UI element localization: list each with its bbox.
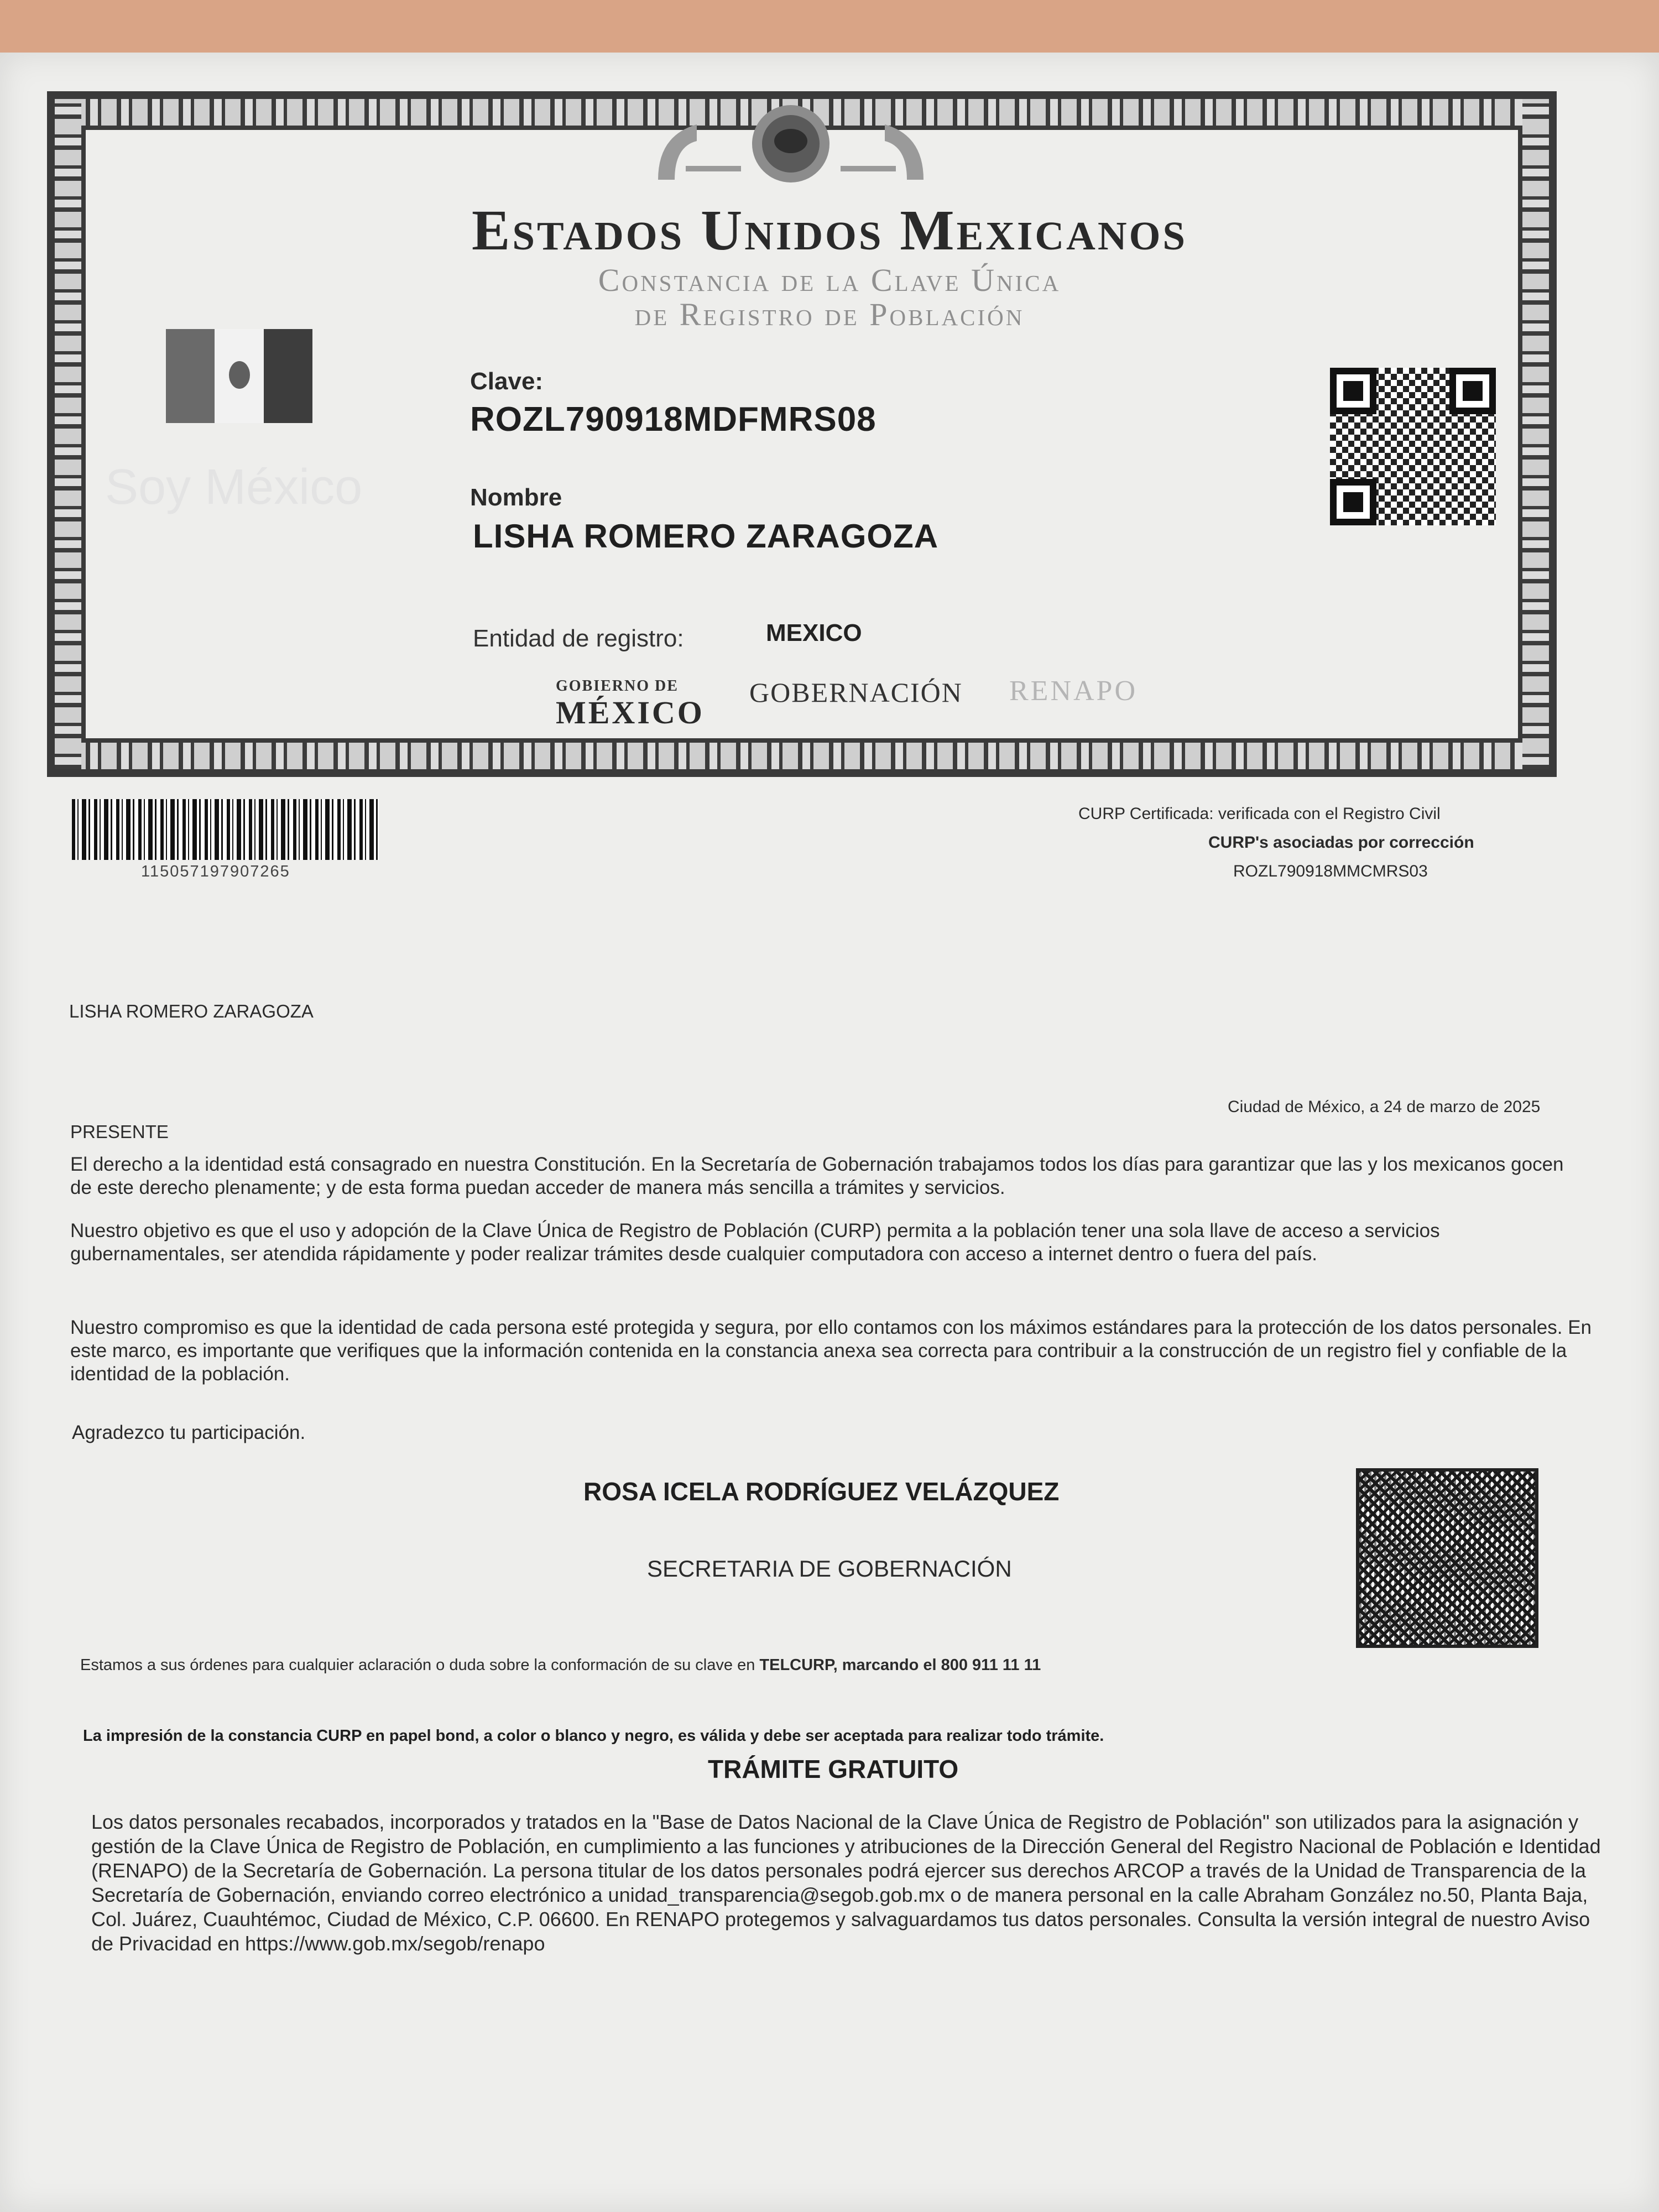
- letter-paragraph-2: Nuestro objetivo es que el uso y adopción de la Clave Única de Registro de Población (CURP) permita a la población tener una sola llave de acceso a servicios gubernamentales, ser atendida rápidamente y poder realizar trámites desde cualquier computadora con acceso a internet dentro o fuera del país.: [70, 1220, 1440, 1265]
- mexican-flag-icon: [166, 329, 312, 423]
- barcode-icon: [72, 799, 379, 860]
- qr-code-icon: [1330, 368, 1496, 525]
- letter-paragraph-3: Nuestro compromiso es que la identidad de cada persona esté protegida y segura, por ello contamos con los máximos estándares para la protección de los datos personales. En este marco, es importante que verifiques que la información contenida en la constancia anexa sea correcta para contribuir a la construcción de un registro fiel y confiable de la identidad de la población.: [70, 1317, 1592, 1385]
- letter-recipient: LISHA ROMERO ZARAGOZA: [69, 1001, 314, 1021]
- watermark-text: Soy México: [105, 460, 363, 515]
- nombre-label: Nombre: [470, 484, 562, 511]
- gobernacion-logo: GOBERNACIÓN: [749, 677, 963, 708]
- signer-title: SECRETARIA DE GOBERNACIÓN: [647, 1556, 1012, 1582]
- telcurp-prefix: Estamos a sus órdenes para cualquier aclaración o duda sobre la conformación de su clave en: [80, 1656, 755, 1674]
- signer-name: ROSA ICELA RODRÍGUEZ VELÁZQUEZ: [583, 1477, 1060, 1506]
- tramite-gratuito: TRÁMITE GRATUITO: [708, 1755, 959, 1783]
- letter-thanks: Agradezco tu participación.: [72, 1422, 306, 1443]
- renapo-logo: RENAPO: [1009, 675, 1138, 707]
- entidad-label: Entidad de registro:: [473, 625, 684, 652]
- verification-qr-code-icon: [1356, 1468, 1538, 1648]
- entidad-value: MEXICO: [766, 619, 862, 646]
- page-title: Estados Unidos Mexicanos: [472, 199, 1187, 262]
- frame-border-bottom: [55, 743, 1549, 769]
- clave-label: Clave:: [470, 368, 544, 395]
- page-subtitle-line1: Constancia de la Clave Única: [598, 262, 1061, 298]
- nombre-value: LISHA ROMERO ZARAGOZA: [473, 518, 939, 555]
- curp-asociadas-label: CURP's asociadas por corrección: [1208, 833, 1474, 852]
- clave-value: ROZL790918MDFMRS08: [470, 400, 877, 439]
- letter-date: Ciudad de México, a 24 de marzo de 2025: [1228, 1098, 1541, 1116]
- letter-paragraph-1: El derecho a la identidad está consagrado en nuestra Constitución. En la Secretaría de Gobernación trabajamos todos los días para garantizar que las y los mexicanos gocen de este derecho plenamente; y de esta forma puedan acceder de manera más sencilla a trámites y servicios.: [70, 1154, 1564, 1198]
- telcurp-phone: TELCURP, marcando el 800 911 11 11: [759, 1656, 1041, 1674]
- curp-certificada: CURP Certificada: verificada con el Registro Civil: [1078, 805, 1441, 823]
- national-seal-icon: [647, 102, 935, 185]
- validity-notice: La impresión de la constancia CURP en papel bond, a color o blanco y negro, es válida y debe ser aceptada para realizar todo trámite.: [83, 1727, 1104, 1745]
- curp-asociadas-value: ROZL790918MMCMRS03: [1233, 862, 1428, 880]
- letter-greeting: PRESENTE: [70, 1121, 169, 1142]
- telcurp-notice: [80, 1656, 1380, 1674]
- page-subtitle-line2: de Registro de Población: [634, 296, 1025, 332]
- document-page: [0, 53, 1659, 2212]
- barcode-number: 115057197907265: [141, 863, 290, 880]
- gobierno-logo-bottom: MÉXICO: [556, 695, 705, 731]
- gobierno-logo-top: GOBIERNO DE: [556, 677, 679, 695]
- privacy-notice: Los datos personales recabados, incorporados y tratados en la "Base de Datos Nacional de la Clave Única de Registro de Población" son utilizados para la asignación y gestión de la Clave Única de Registro de Población, en cumplimiento a las funciones y atribuciones de la Dirección General del Registro Nacional de Población e Identidad (RENAPO) de la Secretaría de Gobernación. La persona titular de los datos personales podrá ejercer sus derechos ARCOP a través de la Unidad de Transparencia de la Secretaría de Gobernación, enviando correo electrónico a unidad_transparencia@segob.gob.mx o de manera personal en la calle Abraham González no.50, Planta Baja, Col. Juárez, Cuauhtémoc, Ciudad de México, C.P. 06600. En RENAPO protegemos y salvaguardamos tus datos personales. Consulta la versión integral de nuestro Aviso de Privacidad en https://www.gob.mx/segob/renapo: [91, 1811, 1601, 1955]
